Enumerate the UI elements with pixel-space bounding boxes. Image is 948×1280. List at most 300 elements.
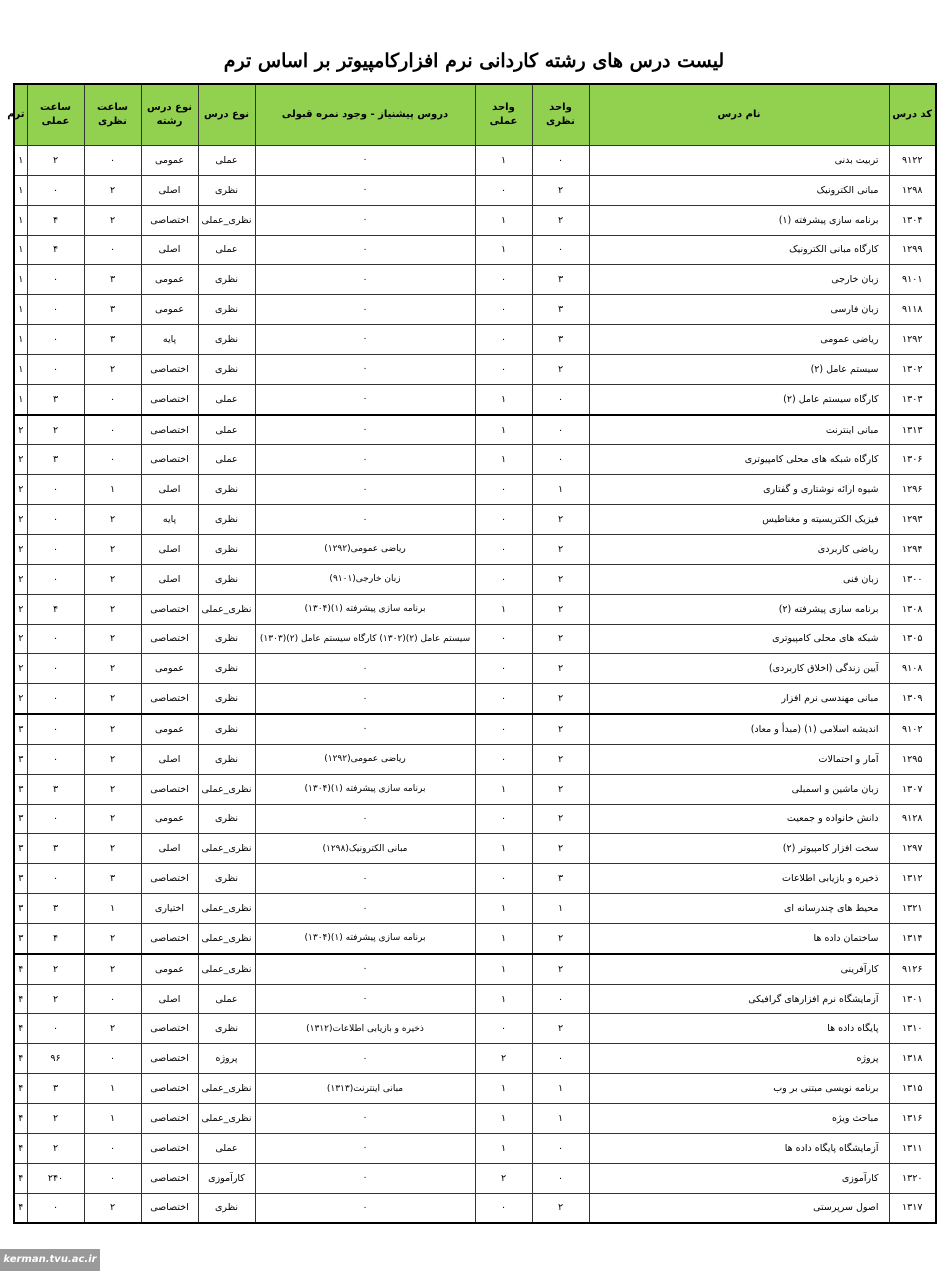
table-row [14, 1104, 936, 1134]
cell-code: ۱۳۰۱ [889, 984, 936, 1014]
cell-code: ۱۳۰۶ [889, 445, 936, 475]
cell-prereq: ۰ [255, 654, 475, 684]
cell-term: ۴ [14, 984, 27, 1014]
cell-theory-hours: ۰ [84, 1044, 141, 1074]
cell-major-type: عمومی [141, 295, 198, 325]
cell-major-type: اختصاصی [141, 205, 198, 235]
cell-theory-hours: ۲ [84, 684, 141, 714]
cell-practical-units: ۰ [475, 804, 532, 834]
cell-practical-hours: ۰ [27, 505, 84, 535]
cell-practical-units: ۱ [475, 415, 532, 445]
cell-prereq: ذخیره و بازیابی اطلاعات(۱۳۱۲) [255, 1014, 475, 1044]
cell-name: کارگاه سیستم عامل (۲) [589, 384, 889, 414]
cell-name: زبان ماشین و اسمبلی [589, 774, 889, 804]
table-row [14, 1163, 936, 1193]
cell-name: زبان فنی [589, 564, 889, 594]
cell-theory-units: ۲ [532, 1014, 589, 1044]
cell-theory-units: ۲ [532, 594, 589, 624]
cell-prereq: ۰ [255, 475, 475, 505]
cell-term: ۴ [14, 1044, 27, 1074]
cell-name: برنامه سازی پیشرفته (۱) [589, 205, 889, 235]
table-row [14, 923, 936, 953]
cell-major-type: اختصاصی [141, 1074, 198, 1104]
table-row [14, 354, 936, 384]
cell-code: ۱۲۹۲ [889, 325, 936, 355]
cell-practical-hours: ۳ [27, 894, 84, 924]
cell-name: شبکه های محلی کامپیوتری [589, 624, 889, 654]
cell-code: ۱۳۱۵ [889, 1074, 936, 1104]
cell-name: ساختمان داده ها [589, 923, 889, 953]
cell-practical-hours: ۴ [27, 235, 84, 265]
cell-practical-hours: ۰ [27, 1193, 84, 1223]
table-row [14, 1133, 936, 1163]
cell-theory-units: ۲ [532, 354, 589, 384]
table-row [14, 744, 936, 774]
cell-theory-units: ۲ [532, 714, 589, 744]
cell-major-type: اختصاصی [141, 923, 198, 953]
cell-theory-hours: ۱ [84, 475, 141, 505]
cell-course-type: نظری_عملی [198, 954, 255, 984]
cell-course-type: عملی [198, 1133, 255, 1163]
cell-course-type: نظری [198, 564, 255, 594]
cell-prereq: ۰ [255, 235, 475, 265]
cell-prereq: ۰ [255, 1193, 475, 1223]
cell-practical-hours: ۴ [27, 923, 84, 953]
cell-code: ۱۲۹۸ [889, 175, 936, 205]
cell-name: سیستم عامل (۲) [589, 354, 889, 384]
cell-major-type: اختصاصی [141, 684, 198, 714]
cell-theory-hours: ۳ [84, 265, 141, 295]
cell-course-type: نظری [198, 325, 255, 355]
cell-practical-hours: ۲ [27, 415, 84, 445]
cell-theory-units: ۳ [532, 295, 589, 325]
cell-theory-hours: ۲ [84, 624, 141, 654]
cell-theory-units: ۰ [532, 146, 589, 176]
cell-practical-hours: ۳ [27, 445, 84, 475]
header-course-type: نوع درس [198, 84, 255, 146]
cell-theory-hours: ۳ [84, 325, 141, 355]
cell-theory-hours: ۲ [84, 354, 141, 384]
cell-major-type: اختصاصی [141, 864, 198, 894]
cell-major-type: اصلی [141, 564, 198, 594]
cell-course-type: عملی [198, 445, 255, 475]
cell-theory-hours: ۳ [84, 864, 141, 894]
cell-practical-hours: ۰ [27, 175, 84, 205]
cell-theory-units: ۱ [532, 894, 589, 924]
cell-practical-hours: ۳ [27, 774, 84, 804]
cell-theory-hours: ۰ [84, 445, 141, 475]
cell-course-type: نظری [198, 684, 255, 714]
table-row [14, 984, 936, 1014]
cell-practical-units: ۱ [475, 774, 532, 804]
cell-prereq: ۰ [255, 146, 475, 176]
cell-code: ۱۳۰۴ [889, 205, 936, 235]
cell-code: ۱۳۰۲ [889, 354, 936, 384]
cell-major-type: اختصاصی [141, 445, 198, 475]
cell-practical-hours: ۰ [27, 1014, 84, 1044]
cell-practical-hours: ۰ [27, 564, 84, 594]
cell-name: آزمایشگاه نرم افزارهای گرافیکی [589, 984, 889, 1014]
cell-term: ۱ [14, 384, 27, 414]
cell-major-type: اختیاری [141, 894, 198, 924]
cell-practical-units: ۱ [475, 146, 532, 176]
cell-practical-units: ۱ [475, 235, 532, 265]
cell-course-type: نظری [198, 1014, 255, 1044]
cell-major-type: عمومی [141, 714, 198, 744]
cell-code: ۹۱۱۸ [889, 295, 936, 325]
cell-prereq: ۰ [255, 1133, 475, 1163]
cell-course-type: نظری [198, 505, 255, 535]
header-major-type: نوع درس رشته [141, 84, 198, 146]
cell-code: ۱۳۱۲ [889, 864, 936, 894]
table-row [14, 1074, 936, 1104]
cell-practical-hours: ۰ [27, 325, 84, 355]
cell-prereq: ریاضی عمومی(۱۲۹۲) [255, 534, 475, 564]
cell-practical-hours: ۲ [27, 1104, 84, 1134]
cell-theory-hours: ۲ [84, 804, 141, 834]
cell-theory-hours: ۲ [84, 594, 141, 624]
table-row [14, 1193, 936, 1223]
cell-course-type: نظری [198, 475, 255, 505]
header-theory-hours: ساعت نظری [84, 84, 141, 146]
cell-code: ۱۳۱۱ [889, 1133, 936, 1163]
cell-code: ۹۱۲۲ [889, 146, 936, 176]
cell-theory-hours: ۰ [84, 146, 141, 176]
cell-major-type: اختصاصی [141, 1104, 198, 1134]
cell-major-type: اختصاصی [141, 624, 198, 654]
cell-practical-hours: ۲ [27, 146, 84, 176]
cell-theory-hours: ۰ [84, 1163, 141, 1193]
cell-theory-units: ۰ [532, 415, 589, 445]
cell-code: ۱۳۱۸ [889, 1044, 936, 1074]
cell-practical-units: ۰ [475, 265, 532, 295]
cell-major-type: اختصاصی [141, 1133, 198, 1163]
cell-practical-hours: ۰ [27, 744, 84, 774]
cell-practical-units: ۲ [475, 1163, 532, 1193]
cell-course-type: نظری [198, 265, 255, 295]
cell-major-type: اختصاصی [141, 1163, 198, 1193]
table-row [14, 146, 936, 176]
cell-theory-hours: ۲ [84, 205, 141, 235]
cell-major-type: اختصاصی [141, 1014, 198, 1044]
table-row [14, 894, 936, 924]
cell-course-type: عملی [198, 235, 255, 265]
cell-theory-hours: ۰ [84, 984, 141, 1014]
cell-term: ۲ [14, 594, 27, 624]
cell-theory-units: ۰ [532, 1044, 589, 1074]
cell-term: ۲ [14, 445, 27, 475]
cell-major-type: اختصاصی [141, 1193, 198, 1223]
cell-practical-units: ۱ [475, 834, 532, 864]
cell-theory-hours: ۲ [84, 923, 141, 953]
table-row [14, 864, 936, 894]
course-table [7, 83, 937, 1224]
cell-prereq: ۰ [255, 954, 475, 984]
cell-code: ۱۲۹۶ [889, 475, 936, 505]
cell-prereq: ۰ [255, 1104, 475, 1134]
cell-practical-units: ۰ [475, 624, 532, 654]
cell-course-type: نظری_عملی [198, 834, 255, 864]
cell-code: ۱۳۱۴ [889, 923, 936, 953]
table-row [14, 534, 936, 564]
cell-term: ۴ [14, 954, 27, 984]
cell-theory-units: ۱ [532, 1074, 589, 1104]
cell-term: ۳ [14, 864, 27, 894]
cell-practical-hours: ۴ [27, 594, 84, 624]
table-row [14, 175, 936, 205]
cell-theory-units: ۲ [532, 774, 589, 804]
cell-name: دانش خانواده و جمعیت [589, 804, 889, 834]
cell-code: ۱۳۱۶ [889, 1104, 936, 1134]
cell-term: ۱ [14, 205, 27, 235]
cell-major-type: عمومی [141, 654, 198, 684]
cell-theory-units: ۲ [532, 654, 589, 684]
cell-prereq: ۰ [255, 205, 475, 235]
cell-theory-units: ۲ [532, 923, 589, 953]
cell-course-type: نظری_عملی [198, 205, 255, 235]
cell-term: ۲ [14, 505, 27, 535]
cell-name: تربیت بدنی [589, 146, 889, 176]
cell-practical-hours: ۲ [27, 954, 84, 984]
cell-name: مبانی اینترنت [589, 415, 889, 445]
page-title: لیست درس های رشته کاردانی نرم افزارکامپیوتر بر اساس ترم [223, 50, 725, 72]
cell-term: ۳ [14, 714, 27, 744]
cell-name: کارآفرینی [589, 954, 889, 984]
cell-practical-units: ۰ [475, 1014, 532, 1044]
header-term: ترم [14, 84, 27, 146]
cell-practical-units: ۰ [475, 714, 532, 744]
cell-name: زبان فارسی [589, 295, 889, 325]
cell-practical-hours: ۳ [27, 834, 84, 864]
cell-prereq: ۰ [255, 1044, 475, 1074]
cell-practical-hours: ۰ [27, 354, 84, 384]
cell-practical-hours: ۴ [27, 205, 84, 235]
cell-major-type: اصلی [141, 744, 198, 774]
cell-term: ۳ [14, 894, 27, 924]
cell-term: ۴ [14, 1014, 27, 1044]
cell-practical-hours: ۲ [27, 1133, 84, 1163]
cell-prereq: ۰ [255, 325, 475, 355]
cell-name: محیط های چندرسانه ای [589, 894, 889, 924]
cell-practical-units: ۰ [475, 654, 532, 684]
cell-practical-units: ۱ [475, 954, 532, 984]
cell-theory-units: ۰ [532, 445, 589, 475]
cell-term: ۱ [14, 175, 27, 205]
cell-name: شیوه ارائه نوشتاری و گفتاری [589, 475, 889, 505]
cell-course-type: نظری [198, 804, 255, 834]
cell-practical-units: ۰ [475, 1193, 532, 1223]
cell-practical-units: ۱ [475, 594, 532, 624]
cell-theory-units: ۲ [532, 624, 589, 654]
cell-practical-hours: ۰ [27, 534, 84, 564]
cell-major-type: اصلی [141, 834, 198, 864]
cell-prereq: برنامه سازی پیشرفته (۱)(۱۳۰۴) [255, 774, 475, 804]
cell-name: کارگاه مبانی الکترونیک [589, 235, 889, 265]
table-row [14, 205, 936, 235]
cell-code: ۱۲۹۴ [889, 534, 936, 564]
cell-name: مبانی مهندسی نرم افزار [589, 684, 889, 714]
cell-code: ۱۲۹۹ [889, 235, 936, 265]
cell-code: ۱۳۰۵ [889, 624, 936, 654]
cell-prereq: مبانی اینترنت(۱۳۱۳) [255, 1074, 475, 1104]
cell-theory-hours: ۲ [84, 534, 141, 564]
cell-practical-units: ۰ [475, 475, 532, 505]
cell-theory-units: ۲ [532, 564, 589, 594]
cell-theory-hours: ۲ [84, 175, 141, 205]
cell-prereq: مبانی الکترونیک(۱۲۹۸) [255, 834, 475, 864]
cell-theory-units: ۲ [532, 684, 589, 714]
header-practical-units: واحد عملی [475, 84, 532, 146]
cell-term: ۲ [14, 564, 27, 594]
website-badge: kerman.tvu.ac.ir [0, 1249, 100, 1271]
cell-prereq: برنامه سازی پیشرفته (۱)(۱۳۰۴) [255, 923, 475, 953]
cell-major-type: پایه [141, 325, 198, 355]
cell-course-type: عملی [198, 415, 255, 445]
cell-name: مباحث ویژه [589, 1104, 889, 1134]
cell-course-type: نظری [198, 1193, 255, 1223]
cell-theory-hours: ۱ [84, 894, 141, 924]
cell-theory-hours: ۰ [84, 415, 141, 445]
cell-practical-hours: ۰ [27, 714, 84, 744]
table-row [14, 774, 936, 804]
table-row [14, 384, 936, 414]
table-row [14, 684, 936, 714]
cell-prereq: ۰ [255, 415, 475, 445]
cell-code: ۱۲۹۵ [889, 744, 936, 774]
cell-practical-units: ۰ [475, 534, 532, 564]
cell-practical-hours: ۰ [27, 295, 84, 325]
cell-major-type: اصلی [141, 534, 198, 564]
cell-theory-hours: ۲ [84, 834, 141, 864]
cell-practical-units: ۱ [475, 445, 532, 475]
cell-theory-hours: ۲ [84, 954, 141, 984]
cell-name: زبان خارجی [589, 265, 889, 295]
cell-prereq: ۰ [255, 714, 475, 744]
cell-code: ۱۳۰۷ [889, 774, 936, 804]
cell-course-type: نظری [198, 624, 255, 654]
cell-major-type: پایه [141, 505, 198, 535]
cell-practical-hours: ۳ [27, 384, 84, 414]
cell-theory-units: ۰ [532, 235, 589, 265]
cell-theory-hours: ۲ [84, 744, 141, 774]
cell-name: مبانی الکترونیک [589, 175, 889, 205]
cell-major-type: اختصاصی [141, 1044, 198, 1074]
cell-term: ۳ [14, 744, 27, 774]
cell-code: ۱۳۰۳ [889, 384, 936, 414]
cell-theory-units: ۲ [532, 804, 589, 834]
cell-term: ۱ [14, 295, 27, 325]
cell-theory-hours: ۲ [84, 1193, 141, 1223]
cell-course-type: نظری [198, 354, 255, 384]
cell-practical-units: ۰ [475, 744, 532, 774]
cell-prereq: ۰ [255, 265, 475, 295]
cell-name: برنامه نویسی مبتنی بر وب [589, 1074, 889, 1104]
cell-theory-units: ۰ [532, 1163, 589, 1193]
cell-prereq: ۰ [255, 445, 475, 475]
cell-term: ۱ [14, 146, 27, 176]
cell-prereq: سیستم عامل (۲)(۱۳۰۲) کارگاه سیستم عامل (۲)(۱۳۰۳) [255, 624, 475, 654]
table-row [14, 834, 936, 864]
cell-practical-units: ۰ [475, 325, 532, 355]
cell-practical-units: ۱ [475, 923, 532, 953]
table-row [14, 594, 936, 624]
table-row [14, 1044, 936, 1074]
cell-theory-units: ۲ [532, 744, 589, 774]
cell-practical-units: ۱ [475, 205, 532, 235]
cell-theory-hours: ۲ [84, 774, 141, 804]
cell-practical-units: ۱ [475, 894, 532, 924]
cell-code: ۱۲۹۳ [889, 505, 936, 535]
cell-major-type: عمومی [141, 954, 198, 984]
cell-prereq: ۰ [255, 175, 475, 205]
cell-course-type: نظری [198, 654, 255, 684]
cell-theory-hours: ۲ [84, 714, 141, 744]
cell-practical-units: ۱ [475, 384, 532, 414]
cell-major-type: اصلی [141, 235, 198, 265]
cell-theory-units: ۲ [532, 834, 589, 864]
cell-prereq: ۰ [255, 354, 475, 384]
cell-course-type: نظری_عملی [198, 1104, 255, 1134]
header-practical-hours: ساعت عملی [27, 84, 84, 146]
cell-course-type: نظری_عملی [198, 594, 255, 624]
cell-prereq: ۰ [255, 505, 475, 535]
cell-theory-hours: ۱ [84, 1104, 141, 1134]
cell-practical-hours: ۹۶ [27, 1044, 84, 1074]
cell-name: سخت افزار کامپیوتر (۲) [589, 834, 889, 864]
cell-code: ۱۳۱۷ [889, 1193, 936, 1223]
cell-practical-units: ۰ [475, 295, 532, 325]
cell-course-type: نظری [198, 534, 255, 564]
cell-course-type: کارآموزی [198, 1163, 255, 1193]
cell-practical-units: ۰ [475, 564, 532, 594]
cell-theory-units: ۰ [532, 384, 589, 414]
table-row [14, 654, 936, 684]
cell-term: ۳ [14, 834, 27, 864]
cell-course-type: نظری_عملی [198, 923, 255, 953]
cell-term: ۴ [14, 1104, 27, 1134]
cell-course-type: نظری_عملی [198, 894, 255, 924]
cell-course-type: نظری [198, 744, 255, 774]
cell-term: ۳ [14, 804, 27, 834]
cell-practical-units: ۰ [475, 175, 532, 205]
cell-theory-units: ۲ [532, 175, 589, 205]
table-row [14, 505, 936, 535]
cell-prereq: ۰ [255, 1163, 475, 1193]
cell-code: ۱۳۱۳ [889, 415, 936, 445]
cell-practical-hours: ۰ [27, 624, 84, 654]
cell-name: اصول سرپرستی [589, 1193, 889, 1223]
table-row [14, 445, 936, 475]
cell-name: فیزیک الکتریسیته و مغناطیس [589, 505, 889, 535]
table-row [14, 415, 936, 445]
cell-practical-units: ۰ [475, 354, 532, 384]
cell-practical-units: ۱ [475, 1074, 532, 1104]
cell-term: ۲ [14, 654, 27, 684]
cell-term: ۲ [14, 475, 27, 505]
table-row [14, 1014, 936, 1044]
cell-theory-units: ۱ [532, 475, 589, 505]
cell-theory-hours: ۰ [84, 384, 141, 414]
table-row [14, 235, 936, 265]
cell-practical-units: ۱ [475, 1104, 532, 1134]
table-row [14, 624, 936, 654]
cell-prereq: ۰ [255, 295, 475, 325]
cell-major-type: اصلی [141, 984, 198, 1014]
cell-theory-hours: ۲ [84, 564, 141, 594]
cell-term: ۱ [14, 354, 27, 384]
cell-theory-hours: ۲ [84, 505, 141, 535]
cell-practical-hours: ۰ [27, 804, 84, 834]
